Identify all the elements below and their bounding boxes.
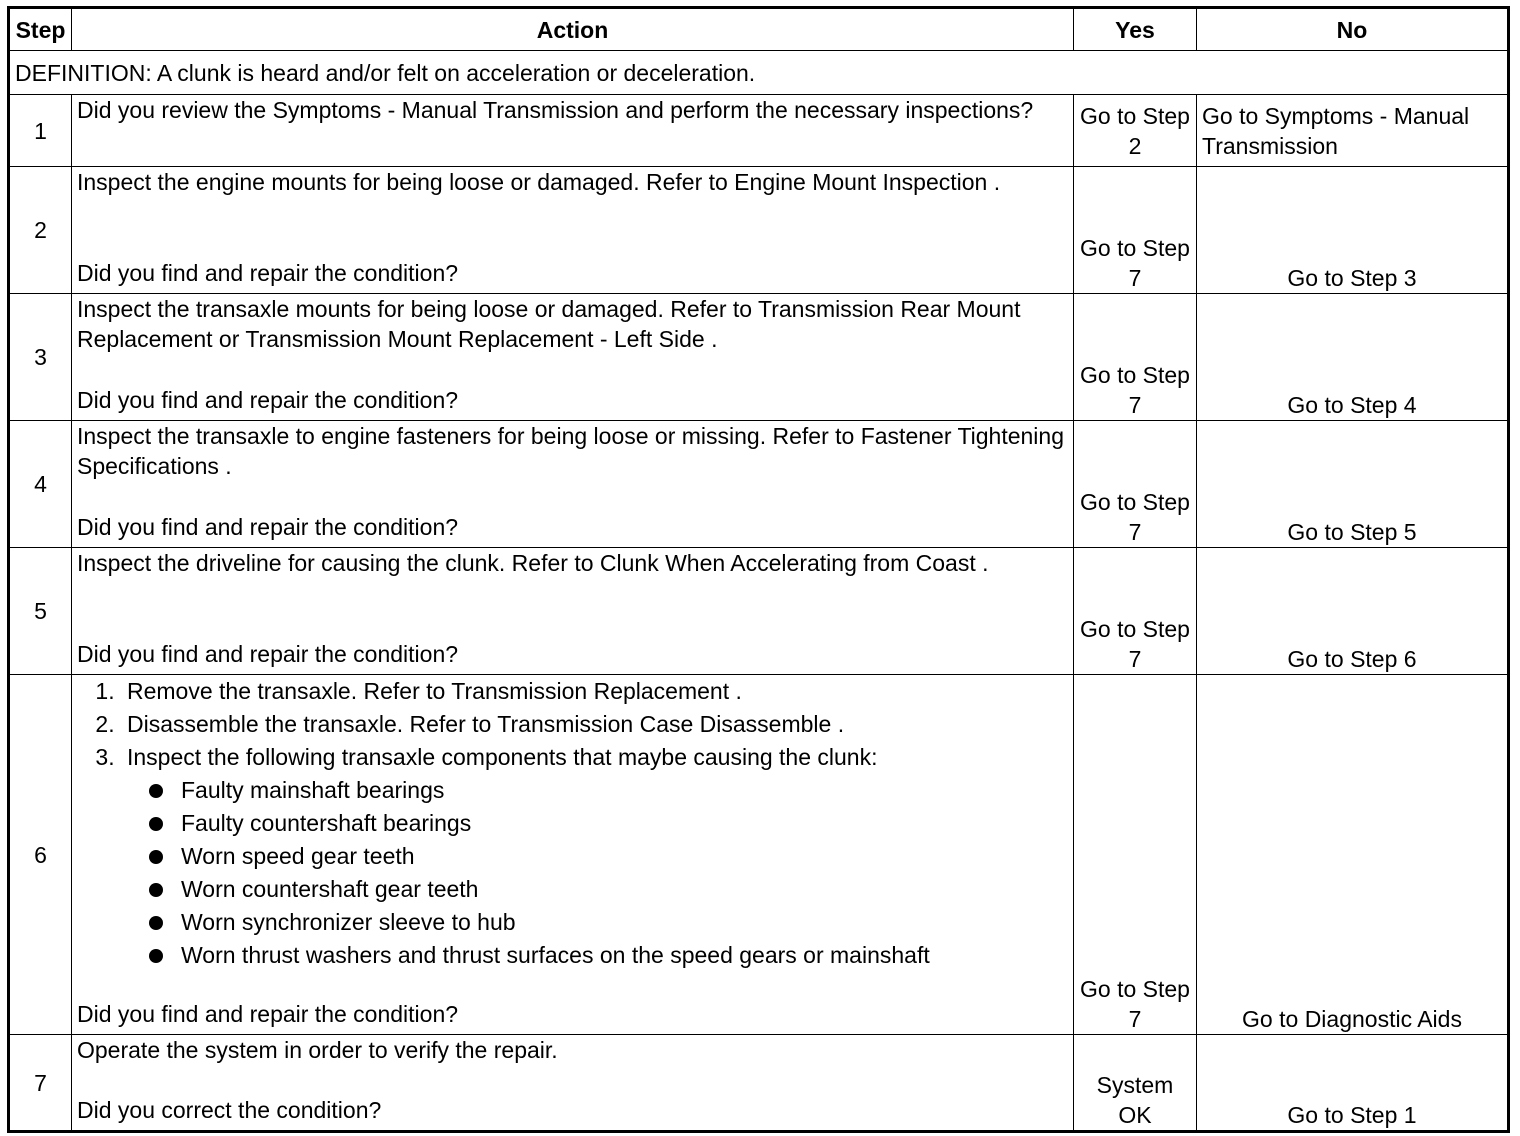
question-text: Did you find and repair the condition?	[77, 387, 459, 413]
action-text: Operate the system in order to verify the repair.	[77, 1037, 558, 1063]
step-number: 2	[9, 167, 72, 294]
header-no: No	[1197, 8, 1509, 51]
action-text: Inspect the transaxle mounts for being loose or damaged. Refer to Transmission Rear Mount Replacement or Transmission Mount Replacement - Left Side .	[77, 296, 1021, 352]
yes-link[interactable]: Go to Step 7	[1074, 167, 1197, 294]
component-item: Faulty mainshaft bearings	[181, 774, 1068, 807]
definition-row	[9, 51, 1509, 95]
no-link[interactable]: Go to Step 5	[1197, 421, 1509, 548]
header-step: Step	[9, 8, 72, 51]
yes-link[interactable]: Go to Step 7	[1074, 548, 1197, 675]
action-cell	[72, 1035, 1074, 1132]
question-text: Did you find and repair the condition?	[77, 641, 459, 667]
yes-link[interactable]: System OK	[1074, 1035, 1197, 1132]
table-row	[9, 421, 1509, 548]
table-row	[9, 675, 1509, 1035]
component-item: Worn synchronizer sleeve to hub	[181, 906, 1068, 939]
action-text: Inspect the transaxle to engine fasteners for being loose or missing. Refer to Fastener Tightening Specifications .	[77, 423, 1065, 479]
header-yes: Yes	[1074, 8, 1197, 51]
header-action: Action	[72, 8, 1074, 51]
table-row	[9, 294, 1509, 421]
substep-item: 2. Disassemble the transaxle. Refer to Transmission Case Disassemble .	[121, 708, 1068, 741]
action-text: Inspect the engine mounts for being loose or damaged. Refer to Engine Mount Inspection .	[77, 169, 1001, 195]
action-cell	[72, 294, 1074, 421]
no-link[interactable]: Go to Diagnostic Aids	[1197, 675, 1509, 1035]
no-link[interactable]: Go to Step 1	[1197, 1035, 1509, 1132]
no-link[interactable]: Go to Step 6	[1197, 548, 1509, 675]
no-link[interactable]: Go to Step 3	[1197, 167, 1509, 294]
substep-item: 1. Remove the transaxle. Refer to Transmission Replacement .	[121, 675, 1068, 708]
header-row	[9, 8, 1509, 51]
action-cell	[72, 548, 1074, 675]
component-item: Worn countershaft gear teeth	[181, 873, 1068, 906]
yes-link[interactable]: Go to Step 7	[1074, 675, 1197, 1035]
table-row	[9, 548, 1509, 675]
component-list	[127, 774, 1068, 972]
step-number: 5	[9, 548, 72, 675]
substep-list	[77, 675, 1068, 972]
component-item: Worn speed gear teeth	[181, 840, 1068, 873]
table-row	[9, 167, 1509, 294]
substep-item	[121, 741, 1068, 972]
table-row	[9, 1035, 1509, 1132]
step-number: 1	[9, 95, 72, 167]
definition-text: DEFINITION: A clunk is heard and/or felt on acceleration or deceleration.	[9, 51, 1509, 95]
step-number: 3	[9, 294, 72, 421]
action-text: Inspect the driveline for causing the clunk. Refer to Clunk When Accelerating from Coast .	[77, 550, 989, 576]
question-text: Did you find and repair the condition?	[77, 260, 459, 286]
component-item: Worn thrust washers and thrust surfaces on the speed gears or mainshaft	[181, 939, 1068, 972]
question-text: Did you find and repair the condition?	[77, 514, 459, 540]
yes-link[interactable]: Go to Step 7	[1074, 421, 1197, 548]
yes-link[interactable]: Go to Step 7	[1074, 294, 1197, 421]
no-link[interactable]: Go to Step 4	[1197, 294, 1509, 421]
no-link[interactable]: Go to Symptoms - Manual Transmission	[1197, 95, 1509, 167]
table-row	[9, 95, 1509, 167]
action-text: Did you review the Symptoms - Manual Transmission and perform the necessary inspections?	[72, 95, 1074, 167]
step-number: 4	[9, 421, 72, 548]
substep-text: Inspect the following transaxle components that maybe causing the clunk:	[127, 744, 878, 770]
action-cell	[72, 167, 1074, 294]
action-cell	[72, 421, 1074, 548]
step-number: 7	[9, 1035, 72, 1132]
question-text: Did you correct the condition?	[77, 1097, 382, 1123]
action-cell	[72, 675, 1074, 1035]
step-number: 6	[9, 675, 72, 1035]
yes-link[interactable]: Go to Step 2	[1074, 95, 1197, 167]
question-text: Did you find and repair the condition?	[77, 1001, 459, 1027]
diagnostic-table	[7, 6, 1510, 1133]
component-item: Faulty countershaft bearings	[181, 807, 1068, 840]
